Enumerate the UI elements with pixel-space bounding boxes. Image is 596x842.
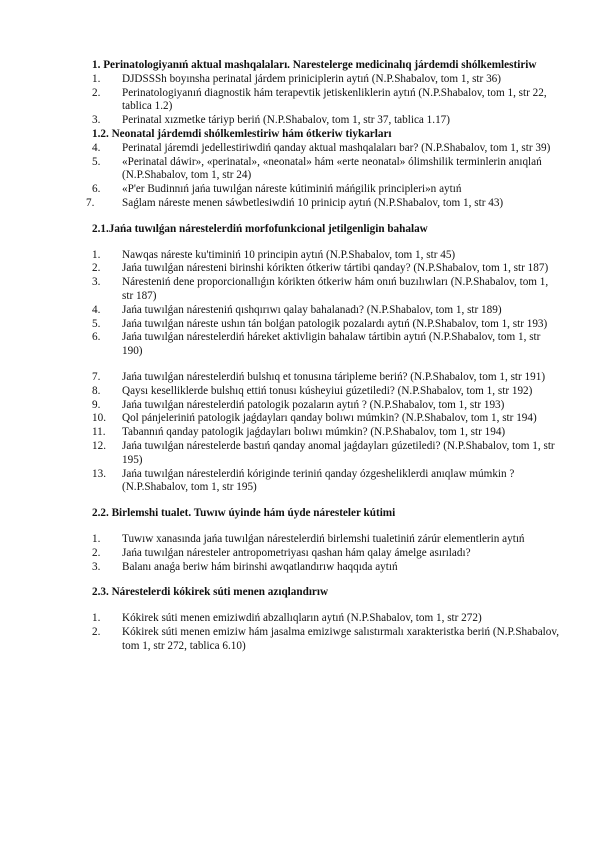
- list-item: [92, 142, 562, 156]
- list-item: [92, 612, 562, 626]
- list-item: [92, 440, 562, 468]
- item-text: Jańa tuwılǵan nárestelerdiń bulshıq et tonusına táripleme beriń? (N.P.Shabalov, tom 1, str 191): [122, 370, 546, 383]
- item-number: 1.: [92, 72, 101, 85]
- item-number: 1.: [92, 532, 101, 545]
- item-text: Nárestenіń dene proporcionallıǵın kórikten ótkeriw hám onıń buzılıwları (N.P.Shabalov, tom 1, str 187): [122, 276, 549, 302]
- list-item: [92, 426, 562, 440]
- item-text: Perinatologiyanıń diagnostik hám terapevtik jetiskenliklerin aytıń (N.P.Shabalov, tom 1, str 22, tablica 1.2): [122, 86, 547, 113]
- list-item: [92, 468, 562, 496]
- item-text: Kókirek súti menen emiziwdiń abzallıqların aytıń (N.P.Shabalov, tom 1, str 272): [122, 612, 482, 625]
- item-number: 1.: [92, 248, 101, 261]
- item-text: «P'er Budinnıń jańa tuwılǵan náreste kútiminiń máńgilik principleri»n aytıń: [122, 183, 462, 196]
- item-text: Qaysı keselliklerde bulshıq ettiń tonusı kúsheyiui gúzetiledi? (N.P.Shabalov, tom 1, str 192): [122, 384, 533, 397]
- item-number: 2.: [92, 262, 101, 275]
- item-number: 12.: [92, 439, 106, 452]
- item-number: 11.: [92, 426, 106, 439]
- item-number: 2.: [92, 625, 101, 638]
- section-1-2-list: [86, 141, 562, 211]
- section-1-2-heading: 1.2. Neonatal járdemdi shólkemlestiriw hám ótkeriw tiykarları: [92, 127, 392, 140]
- item-number: 9.: [92, 398, 101, 411]
- list-item: [92, 304, 562, 318]
- section-1-heading: 1. Perinatologiyanıń aktual mashqalaları. Narestelerge medicinalıq járdemdi shólkemlestiriw: [92, 59, 537, 71]
- item-text: Tabannıń qanday patologik jaǵdayları bolıwı múmkin? (N.P.Shabalov, tom 1, str 194): [122, 426, 506, 439]
- item-text: Qol pánjeleriniń patologik jaǵdayları qanday bolıwı múmkin? (N.P.Shabalov, tom 1, str 194): [122, 412, 537, 425]
- list-item: [92, 412, 562, 426]
- item-text: Jańa tuwılǵan nárestenі birinshi kórikten ótkeriw tártibi qanday? (N.P.Shabalov, tom 1, str 187): [122, 262, 549, 275]
- list-item: [92, 183, 562, 197]
- section-2-2-list: [92, 533, 562, 574]
- item-number: 3.: [92, 114, 101, 127]
- section-2-2-heading: 2.2. Birlemshi tualet. Tuwıw úyinde hám úyde nárestеler kútimi: [92, 507, 396, 520]
- item-text: Jańa tuwılǵan nárestelerdiń kóriginde teriniń qanday ózgesheliklerdi anıqlaw múmkin ? (N.P.Shabalov, tom 1, str 195): [122, 467, 515, 494]
- item-number: 5.: [92, 155, 101, 168]
- item-text: Perinatal járemdi jedellestiriwdiń qanday aktual mashqalaları bar? (N.P.Shabalov, tom 1, str 39): [122, 141, 551, 154]
- item-text: Kókirek súti menen emiziw hám jasalma emiziwge salıstırmalı xarakteristka beriń (N.P.Shabalov, tom 1, str 272, tablica 6.10): [122, 625, 560, 652]
- item-text: Tuwıw xanasında jańa tuwılǵan nárestelerdiń birlemshi tualetiniń zárúr elementlerin aytıń: [122, 532, 525, 545]
- list-item: [92, 385, 562, 399]
- item-number: 8.: [92, 384, 101, 397]
- item-number: 1.: [92, 612, 101, 625]
- list-item: [92, 114, 562, 128]
- section-2-3-heading: 2.3. Nárestelerdi kókirek súti menen azıqlandırıw: [92, 586, 329, 599]
- list-item: [92, 533, 562, 547]
- list-item: [92, 371, 562, 385]
- item-number: 3.: [92, 276, 101, 289]
- item-text: Perinatal xızmetke táriyp beriń (N.P.Shabalov, tom 1, str 37, tablica 1.17): [122, 114, 450, 127]
- document-content: [86, 59, 562, 653]
- item-text: Jańa tuwılǵan nárestelerdiń patologik pozaların aytıń ? (N.P.Shabalov, tom 1, str 193): [122, 398, 505, 411]
- item-text: Balanı anaǵa beriw hám birinshi awqatlandırıw haqqıda aytıń: [122, 560, 398, 573]
- list-item: [92, 547, 562, 561]
- list-item: [92, 276, 562, 304]
- list-item: [92, 626, 562, 654]
- item-text: Jańa tuwılǵan nárestelerdiń háreket aktivligin bahalaw tártibin aytıń (N.P.Shabalov, tom 1, str 190): [122, 331, 541, 358]
- list-item: [92, 87, 562, 115]
- item-text: Nawqas náreste ku'timiniń 10 principin aytıń (N.P.Shabalov, tom 1, str 45): [122, 248, 456, 261]
- section-1-list: [92, 73, 562, 128]
- list-item: [92, 73, 562, 87]
- list-item: [92, 156, 562, 184]
- item-text: Jańa tuwılǵan nárestеler antropometriyası qashan hám qalay ámelge asırıladı?: [122, 546, 471, 559]
- item-number: 4.: [92, 303, 101, 316]
- list-item: [86, 197, 562, 211]
- item-number: 7.: [86, 196, 95, 209]
- section-2-3-list: [92, 612, 562, 653]
- item-number: 5.: [92, 317, 101, 330]
- item-text: Jańa tuwılǵan nárestelerde bastıń qanday anomal jaǵdayları gúzetiledi? (N.P.Shabalov, tom 1, str 195): [122, 439, 555, 466]
- item-number: 6.: [92, 331, 101, 344]
- item-number: 2.: [92, 86, 101, 99]
- section-2-1-heading: 2.1.Jańa tuwılǵan nárestelerdiń morfofunkcional jetilgenligin bahalaw: [92, 222, 428, 235]
- item-number: 13.: [92, 467, 106, 480]
- item-number: 3.: [92, 560, 101, 573]
- item-number: 4.: [92, 141, 101, 154]
- list-item: [92, 331, 562, 359]
- item-number: 2.: [92, 546, 101, 559]
- item-number: 10.: [92, 412, 106, 425]
- list-item: [92, 262, 562, 276]
- item-text: Jańa tuwılǵan náreste ushın tán bolǵan patologik pozalardı aytıń (N.P.Shabalov, tom 1, str 193): [122, 317, 548, 330]
- item-number: 7.: [92, 370, 101, 383]
- item-number: 6.: [92, 183, 101, 196]
- list-item: [92, 399, 562, 413]
- item-text: Saǵlam náreste menen sáwbetlesiwdiń 10 prinicip aytıń (N.P.Shabalov, tom 1, str 43): [122, 196, 504, 209]
- section-2-1-list: [92, 249, 562, 496]
- list-item: [92, 249, 562, 263]
- item-text: Jańa tuwılǵan nárestenіń qıshqırıwı qalay bahalanadı? (N.P.Shabalov, tom 1, str 189): [122, 303, 502, 316]
- item-text: DJDSSSh boyınsha perinatal járdem priniciplerin aytıń (N.P.Shabalov, tom 1, str 36): [122, 72, 501, 85]
- list-item: [92, 561, 562, 575]
- item-text: «Perinatal dáwir», «perinatal», «neonatal» hám «erte neonatal» ólimshilik terminlerin anıqlań (N.P.Shabalov, tom 1, str 24): [122, 155, 542, 182]
- list-item: [92, 318, 562, 332]
